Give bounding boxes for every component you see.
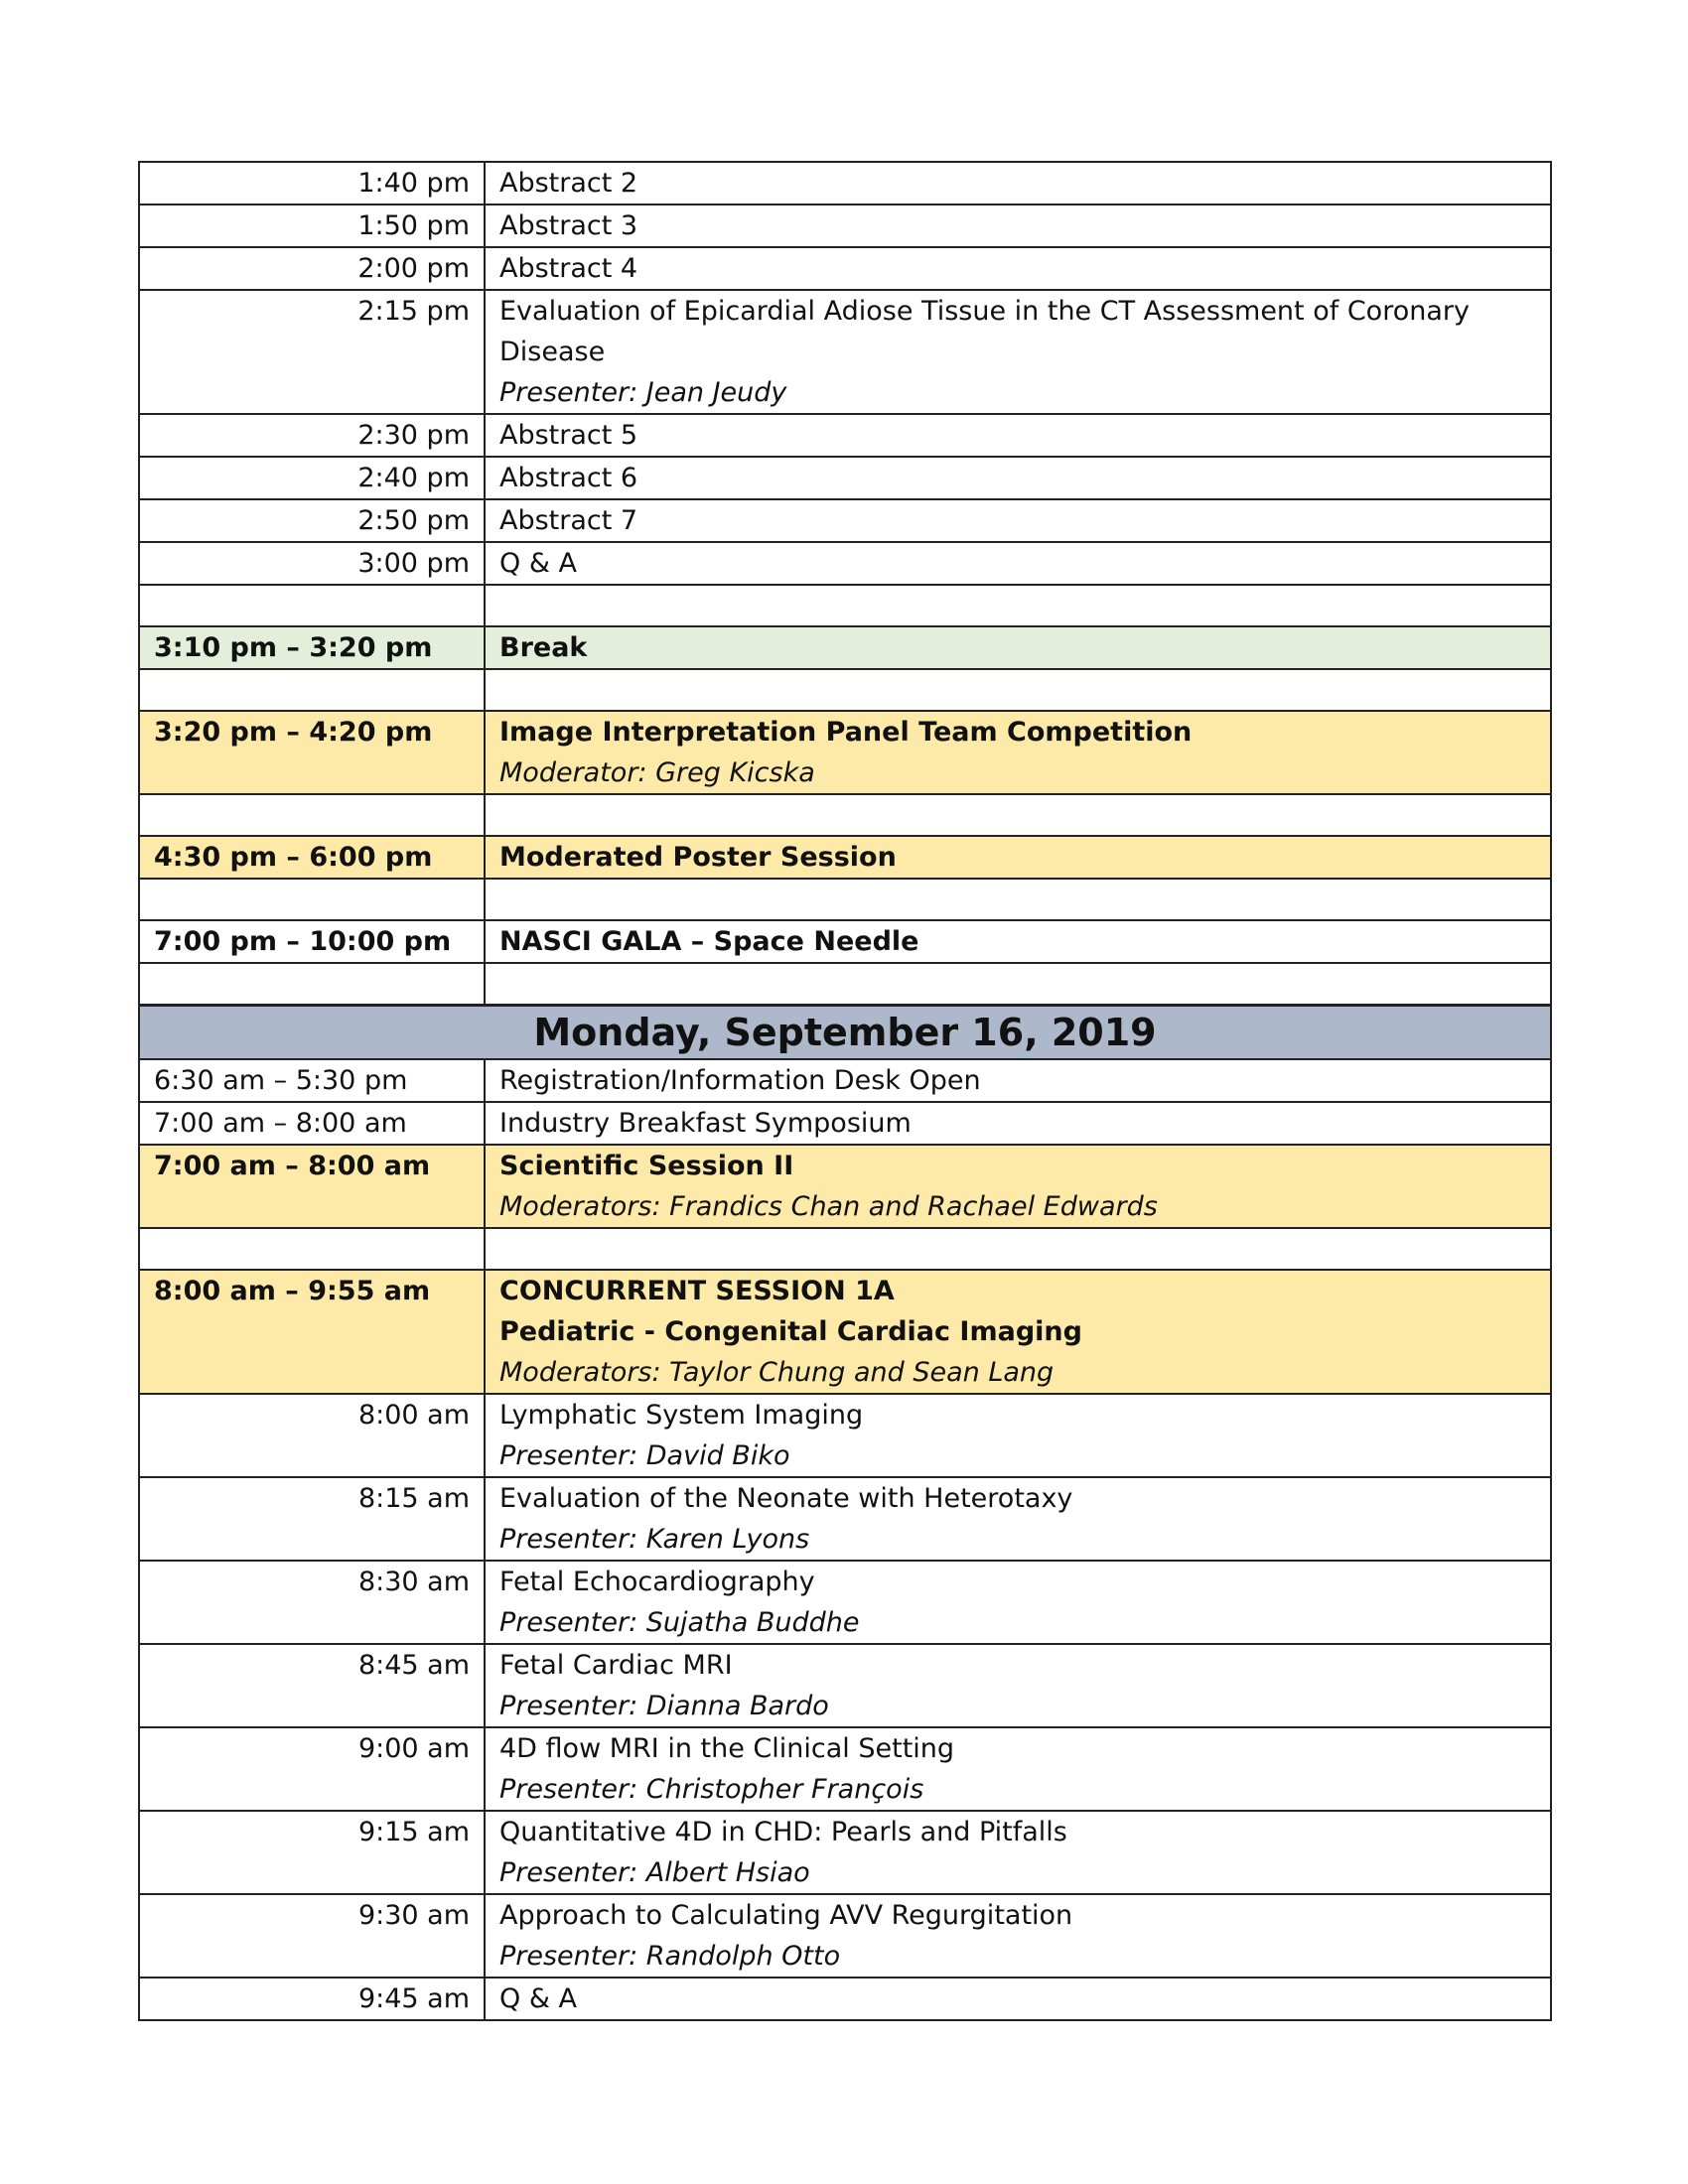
schedule-row	[139, 1394, 1551, 1477]
spacer-cell	[485, 585, 1551, 626]
time-cell: 1:50 pm	[139, 205, 485, 247]
time-cell: 4:30 pm – 6:00 pm	[139, 836, 485, 879]
spacer-row	[139, 585, 1551, 626]
title-line: Abstract 4	[499, 253, 638, 284]
session-row	[139, 920, 1551, 963]
schedule-row	[139, 205, 1551, 247]
time-cell: 2:00 pm	[139, 247, 485, 290]
spacer-cell	[139, 963, 485, 1006]
schedule-table	[138, 161, 1552, 2021]
description-cell	[485, 1811, 1551, 1894]
time-cell: 7:00 pm – 10:00 pm	[139, 920, 485, 963]
schedule-row	[139, 1561, 1551, 1644]
title-line: Abstract 3	[499, 210, 638, 241]
title-line: NASCI GALA – Space Needle	[499, 926, 919, 957]
title-line: Abstract 5	[499, 420, 638, 451]
schedule-row	[139, 162, 1551, 205]
day-header-row	[139, 1006, 1551, 1060]
description-cell	[485, 626, 1551, 669]
schedule-row	[139, 457, 1551, 499]
title-line: Lymphatic System Imaging	[499, 1400, 864, 1431]
time-cell: 2:30 pm	[139, 414, 485, 457]
title-line: CONCURRENT SESSION 1A	[499, 1276, 895, 1306]
description-cell	[485, 162, 1551, 205]
description-cell	[485, 414, 1551, 457]
schedule-row	[139, 1644, 1551, 1727]
description-cell	[485, 920, 1551, 963]
schedule-row	[139, 414, 1551, 457]
description-cell	[485, 499, 1551, 542]
time-cell: 7:00 am – 8:00 am	[139, 1102, 485, 1145]
presenter-line: Presenter: Christopher François	[499, 1774, 924, 1805]
spacer-row	[139, 794, 1551, 836]
description-cell	[485, 1394, 1551, 1477]
title-line: Approach to Calculating AVV Regurgitation	[499, 1900, 1073, 1931]
time-cell: 3:10 pm – 3:20 pm	[139, 626, 485, 669]
title-line: Q & A	[499, 1983, 577, 2014]
title-line: Evaluation of Epicardial Adiose Tissue in the CT Assessment of Coronary Disease	[499, 296, 1470, 367]
time-cell: 7:00 am – 8:00 am	[139, 1145, 485, 1228]
description-cell	[485, 836, 1551, 879]
title-line: Abstract 2	[499, 168, 638, 199]
title-line: Q & A	[499, 548, 577, 579]
schedule-row	[139, 1978, 1551, 2020]
day-header: Monday, September 16, 2019	[139, 1006, 1551, 1060]
title-line: Image Interpretation Panel Team Competition	[499, 717, 1193, 748]
time-cell: 3:00 pm	[139, 542, 485, 585]
title-line: Break	[499, 632, 588, 663]
time-cell: 3:20 pm – 4:20 pm	[139, 711, 485, 794]
time-cell: 8:00 am	[139, 1394, 485, 1477]
schedule-row	[139, 542, 1551, 585]
title-line: Evaluation of the Neonate with Heterotaxy	[499, 1483, 1073, 1514]
description-cell	[485, 457, 1551, 499]
time-cell: 9:15 am	[139, 1811, 485, 1894]
presenter-line: Presenter: Dianna Bardo	[499, 1691, 829, 1721]
title-line: Industry Breakfast Symposium	[499, 1108, 912, 1139]
description-cell	[485, 247, 1551, 290]
time-cell: 8:30 am	[139, 1561, 485, 1644]
time-cell: 8:45 am	[139, 1644, 485, 1727]
description-cell	[485, 1978, 1551, 2020]
schedule-row	[139, 1059, 1551, 1102]
title-line: Fetal Cardiac MRI	[499, 1650, 733, 1681]
spacer-row	[139, 879, 1551, 920]
schedule-row	[139, 247, 1551, 290]
description-cell	[485, 1145, 1551, 1228]
schedule-row	[139, 1477, 1551, 1561]
description-cell	[485, 205, 1551, 247]
schedule-row	[139, 290, 1551, 414]
title-line: Moderated Poster Session	[499, 842, 897, 873]
description-cell	[485, 1644, 1551, 1727]
title-line: Pediatric - Congenital Cardiac Imaging	[499, 1316, 1082, 1347]
presenter-line: Presenter: Sujatha Buddhe	[499, 1607, 860, 1638]
time-cell: 9:45 am	[139, 1978, 485, 2020]
spacer-cell	[485, 794, 1551, 836]
spacer-row	[139, 963, 1551, 1006]
description-cell	[485, 1561, 1551, 1644]
time-cell: 1:40 pm	[139, 162, 485, 205]
schedule-body	[139, 162, 1551, 2020]
spacer-cell	[485, 879, 1551, 920]
session-row	[139, 1145, 1551, 1228]
schedule-row	[139, 1727, 1551, 1811]
time-cell: 2:40 pm	[139, 457, 485, 499]
description-cell	[485, 542, 1551, 585]
presenter-line: Presenter: David Biko	[499, 1440, 790, 1471]
spacer-cell	[485, 963, 1551, 1006]
time-cell: 2:15 pm	[139, 290, 485, 414]
spacer-cell	[139, 1228, 485, 1270]
title-line: 4D flow MRI in the Clinical Setting	[499, 1733, 955, 1764]
presenter-line: Presenter: Albert Hsiao	[499, 1857, 810, 1888]
title-line: Scientific Session II	[499, 1151, 794, 1181]
time-cell: 6:30 am – 5:30 pm	[139, 1059, 485, 1102]
description-cell	[485, 1894, 1551, 1978]
session-row	[139, 711, 1551, 794]
title-line: Abstract 7	[499, 505, 638, 536]
schedule-row	[139, 1102, 1551, 1145]
spacer-cell	[139, 669, 485, 711]
presenter-line: Moderators: Frandics Chan and Rachael Edwards	[499, 1191, 1158, 1222]
spacer-cell	[485, 669, 1551, 711]
presenter-line: Presenter: Jean Jeudy	[499, 377, 787, 408]
presenter-line: Moderator: Greg Kicska	[499, 757, 815, 788]
spacer-cell	[139, 879, 485, 920]
time-cell: 8:00 am – 9:55 am	[139, 1270, 485, 1394]
description-cell	[485, 711, 1551, 794]
session-row	[139, 1270, 1551, 1394]
description-cell	[485, 1102, 1551, 1145]
schedule-row	[139, 1811, 1551, 1894]
spacer-cell	[139, 585, 485, 626]
presenter-line: Moderators: Taylor Chung and Sean Lang	[499, 1357, 1055, 1388]
spacer-cell	[485, 1228, 1551, 1270]
spacer-row	[139, 1228, 1551, 1270]
title-line: Abstract 6	[499, 463, 638, 493]
presenter-line: Presenter: Karen Lyons	[499, 1524, 810, 1555]
time-cell: 9:00 am	[139, 1727, 485, 1811]
session-row	[139, 836, 1551, 879]
title-line: Quantitative 4D in CHD: Pearls and Pitfalls	[499, 1817, 1067, 1847]
schedule-row	[139, 499, 1551, 542]
description-cell	[485, 290, 1551, 414]
description-cell	[485, 1727, 1551, 1811]
time-cell: 9:30 am	[139, 1894, 485, 1978]
spacer-cell	[139, 794, 485, 836]
description-cell	[485, 1270, 1551, 1394]
time-cell: 8:15 am	[139, 1477, 485, 1561]
spacer-row	[139, 669, 1551, 711]
description-cell	[485, 1477, 1551, 1561]
title-line: Fetal Echocardiography	[499, 1567, 815, 1597]
description-cell	[485, 1059, 1551, 1102]
presenter-line: Presenter: Randolph Otto	[499, 1941, 841, 1972]
schedule-row	[139, 1894, 1551, 1978]
title-line: Registration/Information Desk Open	[499, 1065, 981, 1096]
session-row	[139, 626, 1551, 669]
time-cell: 2:50 pm	[139, 499, 485, 542]
